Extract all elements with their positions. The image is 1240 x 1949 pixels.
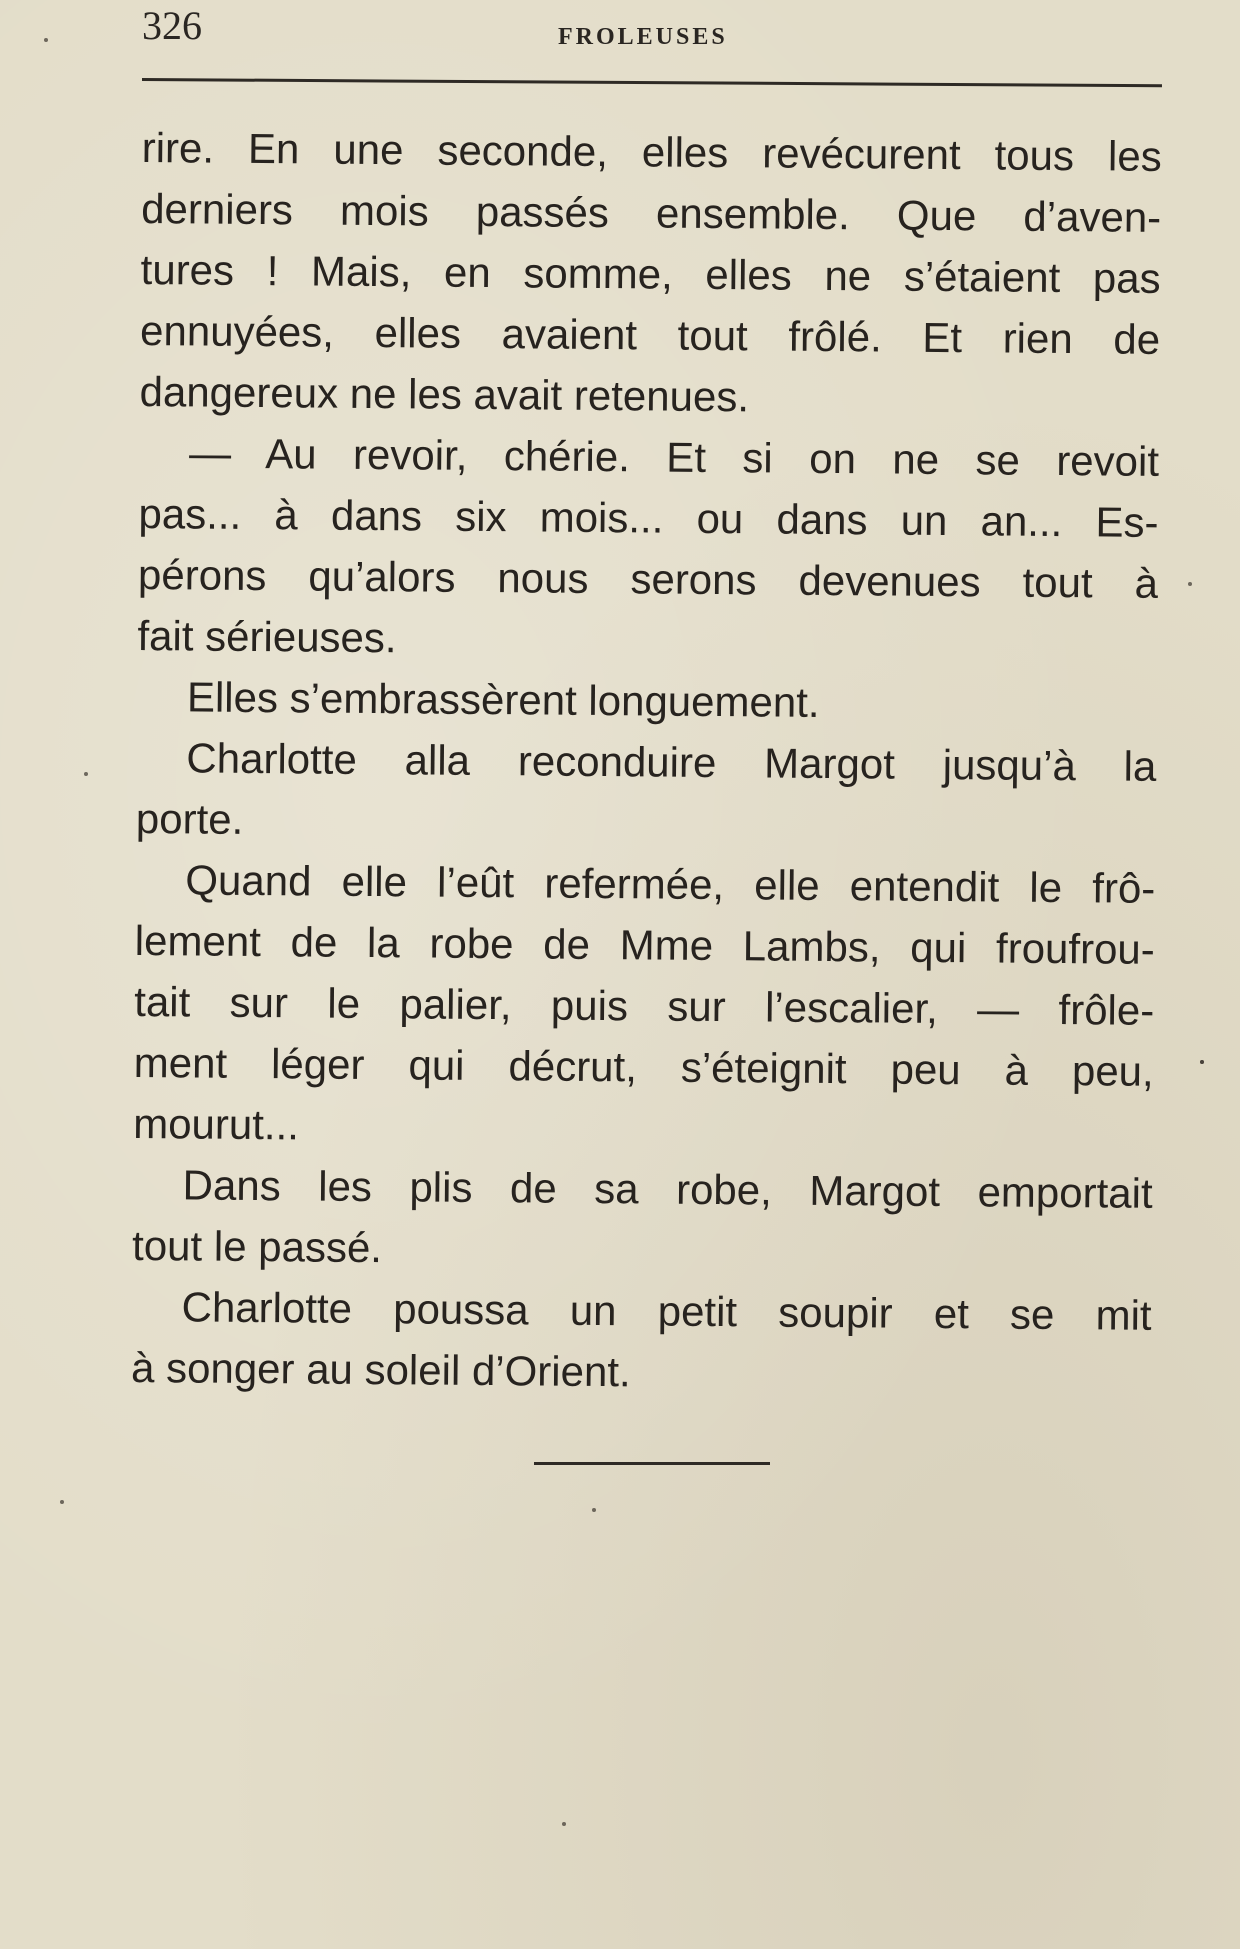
text-line: — Au revoir, chérie. Et si on ne se revoit <box>188 429 1160 485</box>
text-line: pérons qu’alors nous serons devenues tout à <box>137 550 1159 607</box>
paper-speck <box>84 772 88 776</box>
paper-speck <box>60 1500 64 1504</box>
text-line: porte. <box>135 794 244 843</box>
text-line: mourut... <box>133 1099 300 1149</box>
paper-speck <box>44 38 48 42</box>
text-line: Charlotte poussa un petit soupir et se mit <box>181 1283 1152 1339</box>
text-line: ennuyées, elles avaient tout frôlé. Et rien de <box>139 306 1161 363</box>
text-line: tait sur le palier, puis sur l’escalier, — frôle- <box>134 977 1155 1034</box>
paper-speck <box>562 1822 566 1826</box>
text-line: tout le passé. <box>131 1221 383 1272</box>
end-rule <box>534 1462 770 1465</box>
page-header <box>142 0 1162 70</box>
text-line: fait sérieuses. <box>137 611 397 662</box>
text-line: derniers mois passés ensemble. Que d’aven- <box>140 184 1162 241</box>
text-line: dangereux ne les avait retenues. <box>139 367 750 421</box>
paper-speck <box>592 1508 596 1512</box>
body-text <box>131 117 1162 1407</box>
text-line: Dans les plis de sa robe, Margot emportait <box>182 1161 1153 1217</box>
text-line: tures ! Mais, en somme, elles ne s’étaient pas <box>140 245 1161 302</box>
text-line: Charlotte alla reconduire Margot jusqu’à la <box>186 734 1157 790</box>
page-number: 326 <box>142 3 202 48</box>
paper-speck <box>1200 1060 1204 1064</box>
text-line: lement de la robe de Mme Lambs, qui froufrou- <box>134 916 1155 973</box>
text-line: Elles s’embrassèrent longuement. <box>186 673 820 726</box>
text-line: pas... à dans six mois... ou dans un an... Es- <box>138 489 1159 546</box>
running-title: FROLEUSES <box>558 24 728 50</box>
header-rule <box>142 78 1162 87</box>
text-line: à songer au soleil d’Orient. <box>130 1343 631 1396</box>
text-line: rire. En une seconde, elles revécurent tous les <box>141 123 1162 180</box>
text-line: ment léger qui décrut, s’éteignit peu à peu, <box>133 1038 1154 1095</box>
text-line: Quand elle l’eût refermée, elle entendit le frô- <box>185 856 1156 912</box>
paper-speck <box>1188 582 1192 586</box>
